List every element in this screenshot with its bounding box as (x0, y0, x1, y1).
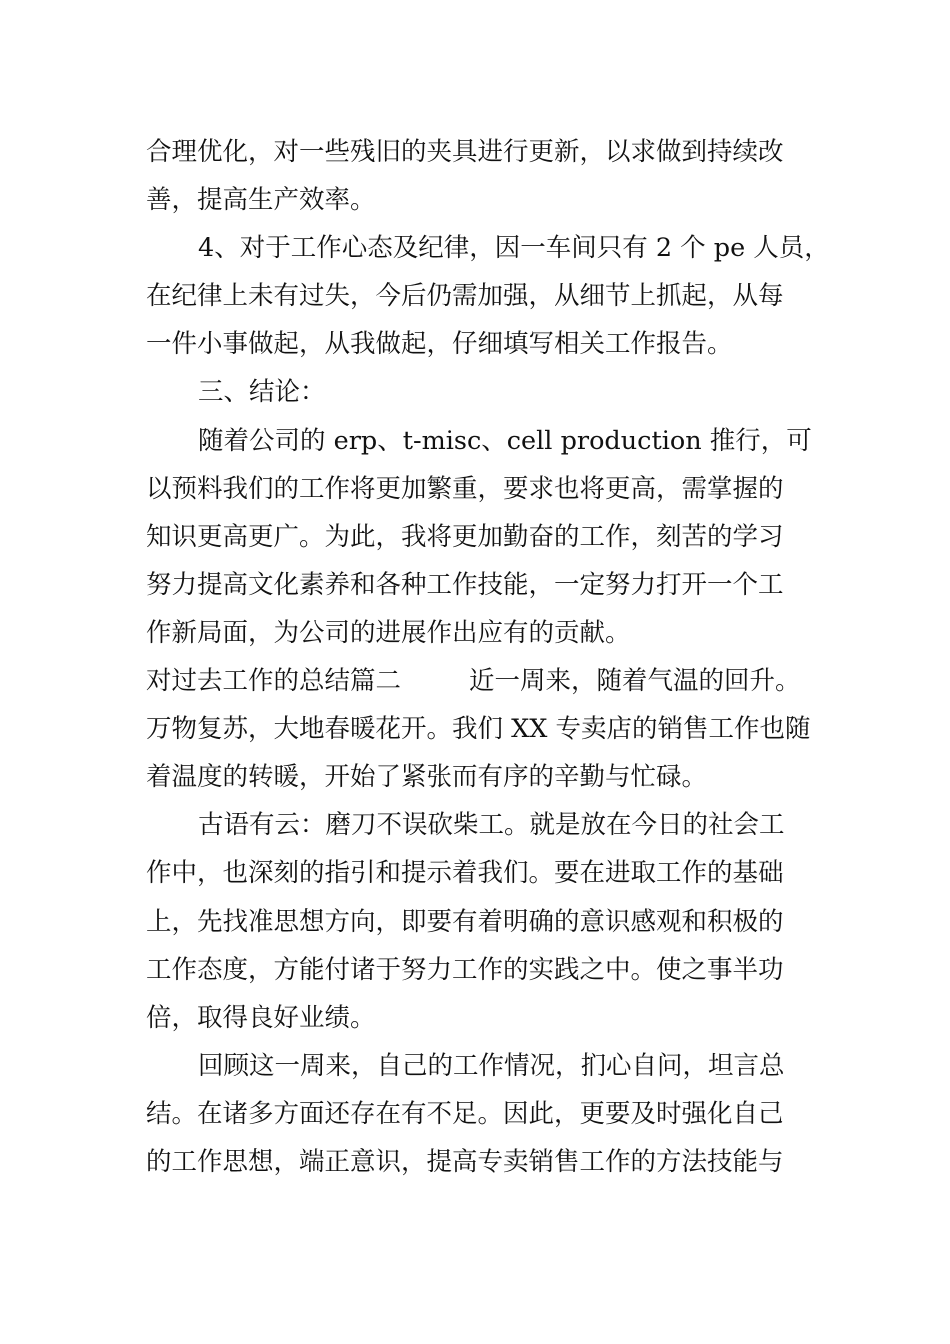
document-page (146, 128, 830, 1186)
paragraph-line: 着温度的转暖，开始了紧张而有序的辛勤与忙碌。 (146, 762, 708, 793)
paragraph-line: 随着公司的 erp、t-misc、cell production 推行，可 (198, 425, 812, 456)
article-title: 对过去工作的总结篇二 (146, 666, 402, 697)
paragraph-line: 知识更高更广。为此，我将更加勤奋的工作，刻苦的学习 (146, 521, 784, 552)
paragraph-line: 在纪律上未有过失，今后仍需加强，从细节上抓起，从每 (146, 281, 784, 312)
paragraph-line: 上，先找准思想方向，即要有着明确的意识感观和积极的 (146, 906, 784, 937)
paragraph-line: 善，提高生产效率。 (146, 185, 376, 216)
paragraph-line: 以预料我们的工作将更加繁重，要求也将更高，需掌握的 (146, 473, 784, 504)
paragraph-line: 一件小事做起，从我做起，仔细填写相关工作报告。 (146, 329, 733, 360)
article-title-line (146, 657, 808, 705)
paragraph-text: 近一周来，随着气温的回升。 (469, 666, 801, 697)
paragraph-line: 作中，也深刻的指引和提示着我们。要在进取工作的基础 (146, 858, 784, 889)
paragraph-line: 古语有云：磨刀不误砍柴工。就是放在今日的社会工 (198, 810, 785, 841)
paragraph-line: 的工作思想，端正意识，提高专卖销售工作的方法技能与 (146, 1146, 784, 1177)
paragraph-line: 工作态度，方能付诸于努力工作的实践之中。使之事半功 (146, 954, 784, 985)
paragraph-line: 4、对于工作心态及纪律，因一车间只有 2 个 pe 人员， (198, 233, 830, 264)
paragraph-line: 回顾这一周来，自己的工作情况，扪心自问，坦言总 (198, 1050, 785, 1081)
paragraph-line: 努力提高文化素养和各种工作技能，一定努力打开一个工 (146, 569, 784, 600)
paragraph-line: 作新局面，为公司的进展作出应有的贡献。 (146, 617, 631, 648)
paragraph-line: 结。在诸多方面还存在有不足。因此，更要及时强化自己 (146, 1098, 784, 1129)
paragraph-line: 万物复苏，大地春暖花开。我们 XX 专卖店的销售工作也随 (146, 714, 811, 745)
paragraph-line: 合理优化，对一些残旧的夹具进行更新，以求做到持续改 (146, 137, 784, 167)
section-heading: 三、结论： (198, 377, 326, 408)
paragraph-line: 倍，取得良好业绩。 (146, 1002, 376, 1033)
